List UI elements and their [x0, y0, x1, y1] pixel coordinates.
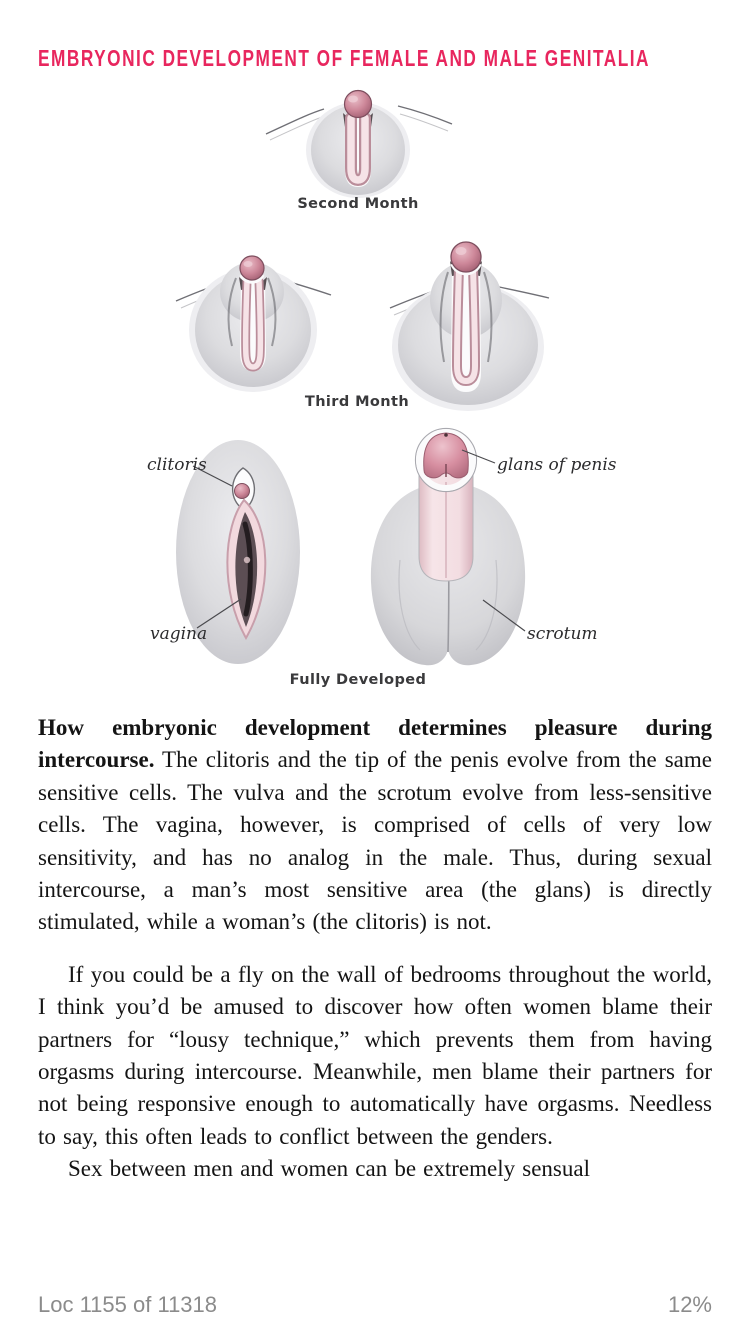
- figure-second-month: [266, 91, 452, 199]
- body-paragraph-1: [38, 712, 712, 939]
- location-indicator: Loc 1155 of 11318: [38, 1292, 218, 1317]
- anatomy-development-illustration: [0, 80, 750, 695]
- figure-third-month-female: [176, 256, 331, 392]
- paragraph-1-lead-bold: How embryonic development determines pleasure during intercourse.: [38, 715, 712, 773]
- chapter-heading: [38, 39, 750, 71]
- label-fully-developed: Fully Developed: [289, 672, 427, 688]
- label-third-month: Third Month: [304, 394, 410, 410]
- paragraph-1-rest: The clitoris and the tip of the penis evolve from the same sensitive cells. The vulva and the scrotum evolve from less-sensitive cells. The vagina, however, is comprised of cells of very low sensitivity, and has no analog in the male. Thus, during sexual intercourse, a man’s most sensitive area (the glans) is directly stimulated, while a woman’s (the clitoris) is not.: [38, 747, 712, 935]
- body-paragraph-2: If you could be a fly on the wall of bedrooms throughout the world, I think you’d be amused to discover how often women blame their partners for “lousy technique,” which prevents them from having orgasms during intercourse. Meanwhile, men blame their partners for not being responsive enough to automatically have orgasms. Needless to say, this often leads to conflict between the genders.: [38, 961, 712, 1149]
- body-paragraph-3: Sex between men and women can be extremely sensual: [68, 1156, 590, 1182]
- annotation-glans-of-penis: glans of penis: [497, 455, 617, 475]
- label-second-month: Second Month: [297, 196, 419, 212]
- body-text: [38, 712, 712, 1186]
- annotation-clitoris: clitoris: [147, 455, 207, 475]
- figure-third-month-male: [390, 242, 549, 411]
- reader-footer: [38, 1292, 712, 1318]
- chapter-heading-text: EMBRYONIC DEVELOPMENT OF FEMALE AND MALE GENITALIA: [38, 45, 650, 71]
- annotation-vagina: vagina: [150, 624, 208, 644]
- progress-percent: 12%: [667, 1292, 712, 1317]
- annotation-scrotum: scrotum: [527, 624, 598, 644]
